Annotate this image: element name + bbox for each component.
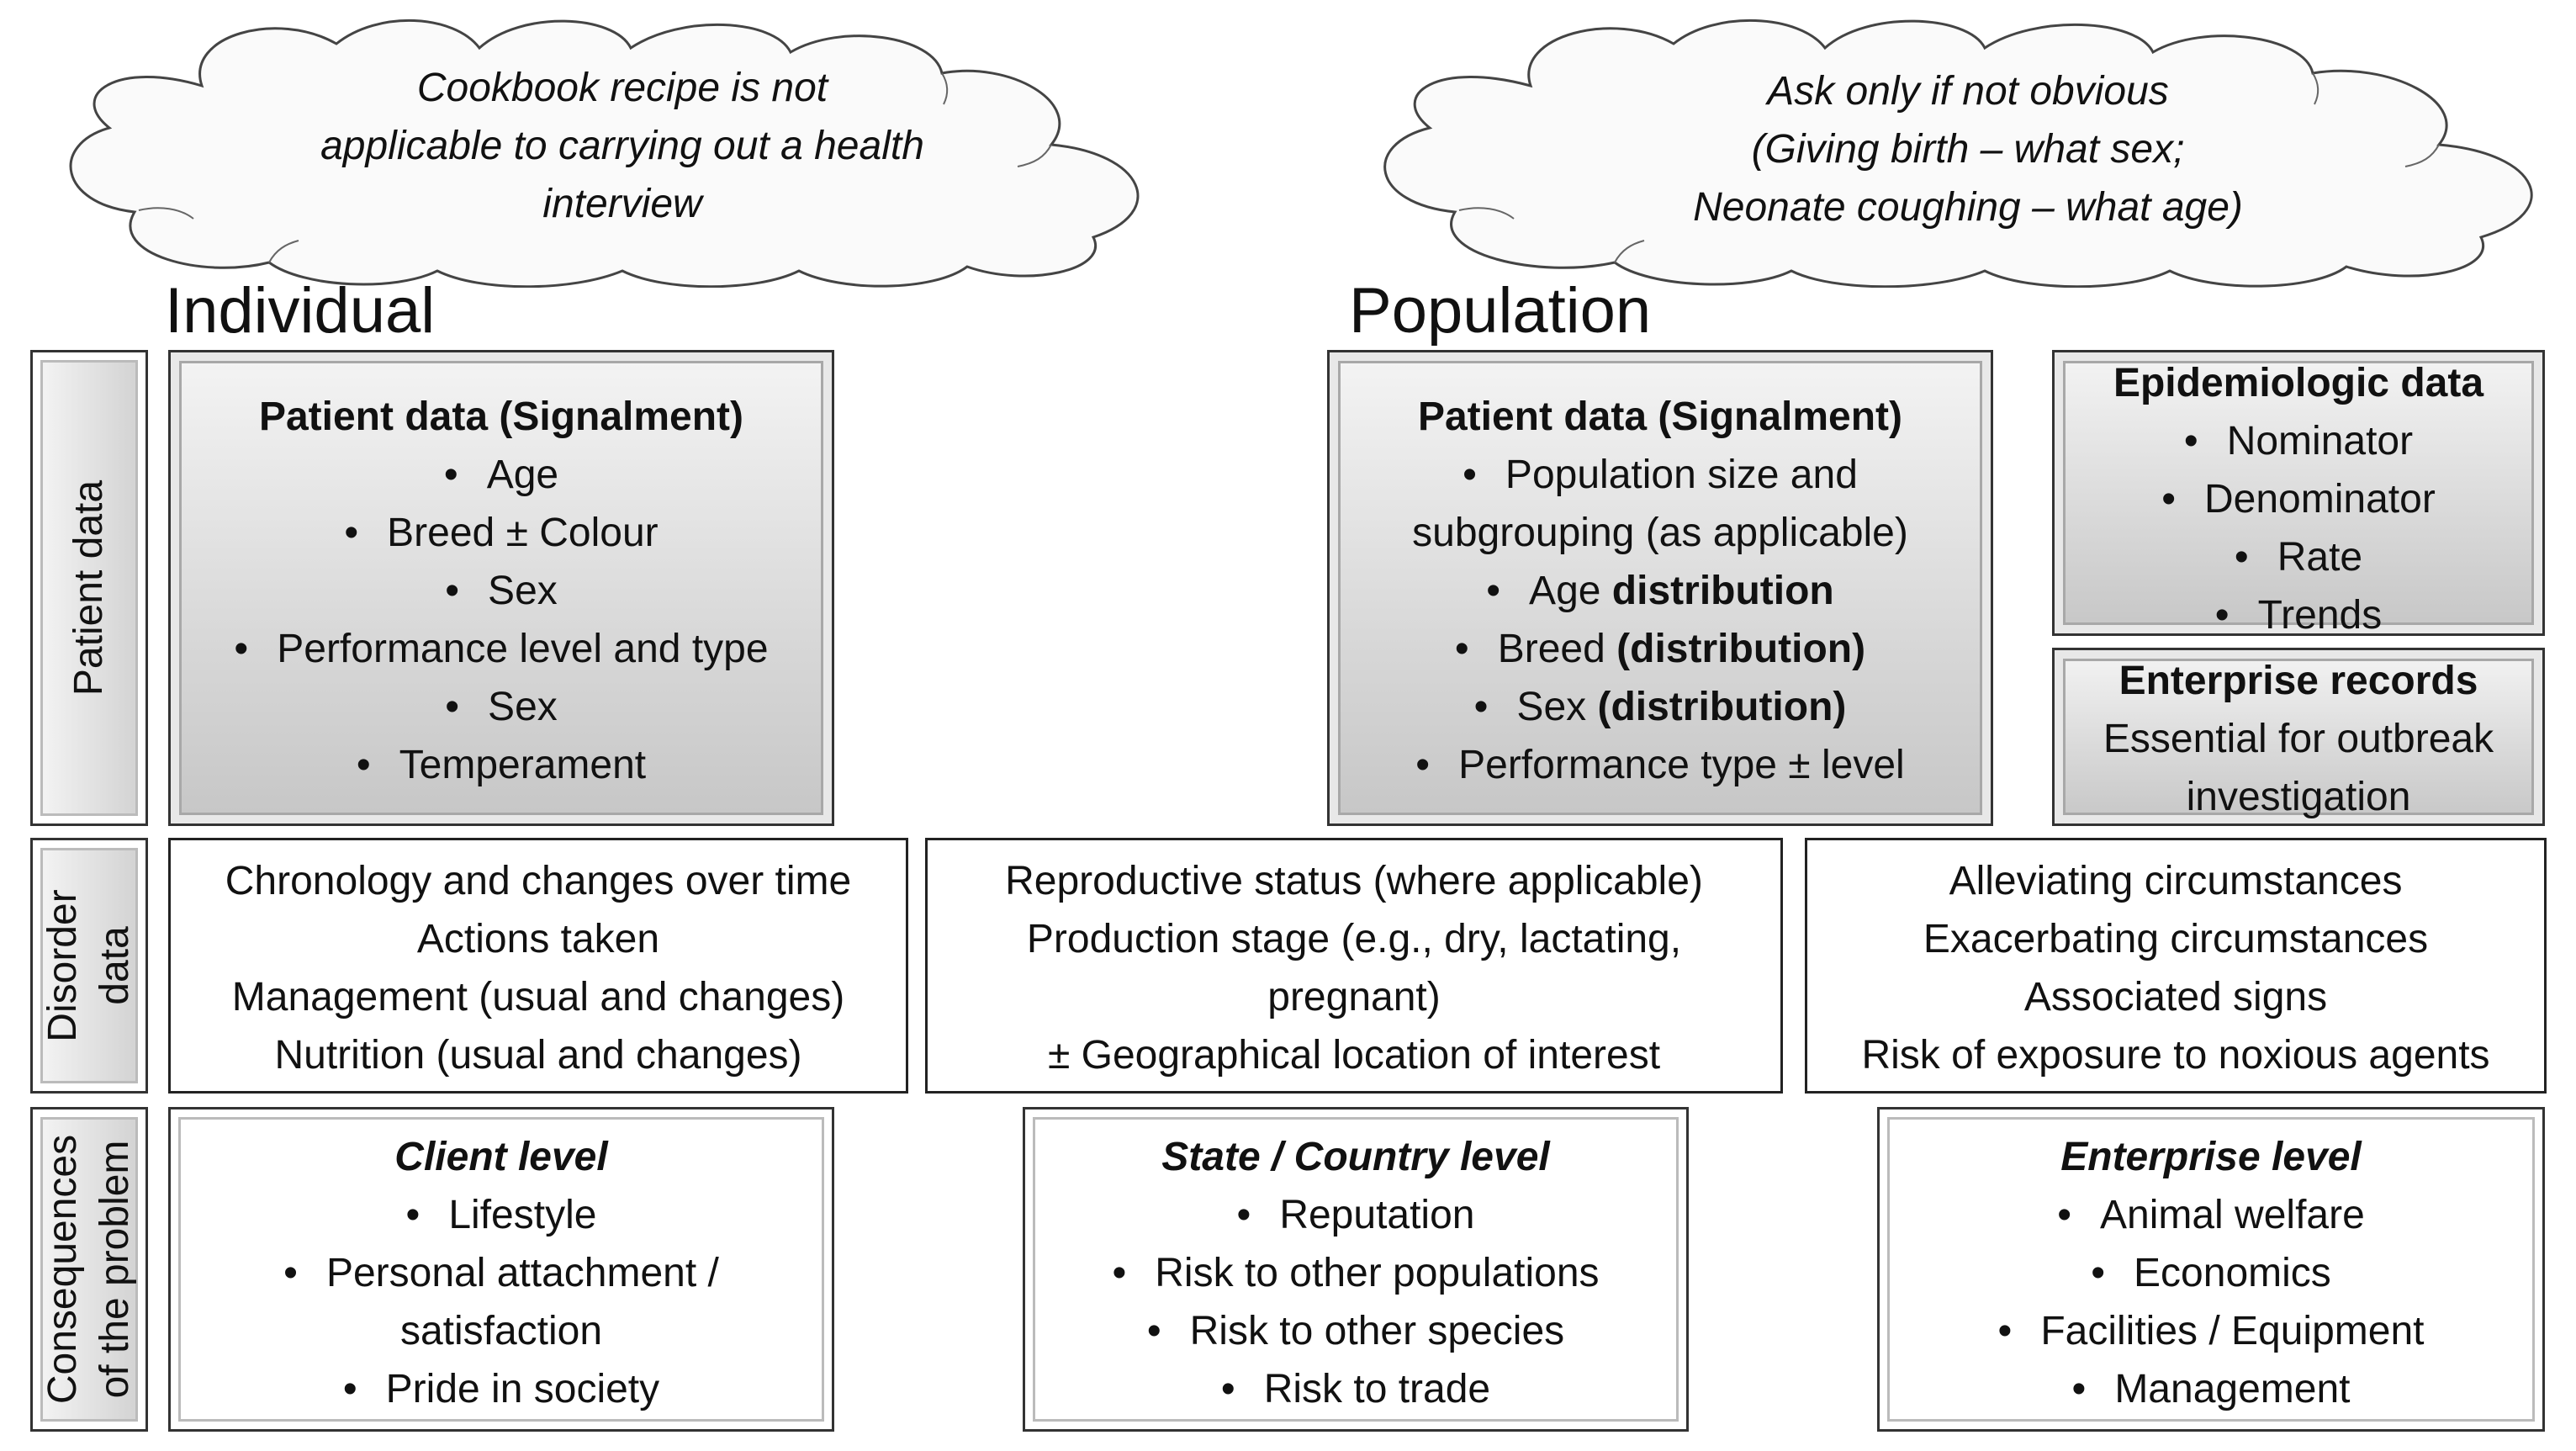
enterprise-level-title: Enterprise level [2060,1135,2362,1179]
list-item: • Breed (distribution) [1454,627,1866,671]
list-item: • Reputation [1236,1193,1475,1237]
cloud-left-line-2: applicable to carrying out a health [320,124,924,168]
list-item: • Population size and [1463,453,1858,497]
client-level-box [168,1107,834,1432]
disorder-left-line-1: Chronology and changes over time [225,859,852,903]
enterprise-records-line-2: investigation [2186,775,2411,819]
cloud-left-line-1: Cookbook recipe is not [416,66,828,110]
list-item: • Age [443,453,559,497]
list-item-continuation: subgrouping (as applicable) [1412,511,1908,555]
list-item: • Management [2071,1367,2351,1411]
list-item: • Risk to other species [1146,1309,1565,1353]
row-label-consequences-line-1: Consequences [40,1134,85,1405]
epidemiologic-data-box [2052,350,2545,636]
row-label-consequences [30,1107,148,1432]
list-item: • Sex [445,569,558,613]
list-item: • Nominator [2183,419,2414,463]
row-label-consequences-line-2: of the problem [93,1140,137,1399]
individual-patient-title: Patient data (Signalment) [258,395,744,439]
client-level-title: Client level [394,1135,608,1179]
population-patient-title: Patient data (Signalment) [1417,395,1903,439]
enterprise-records-title: Enterprise records [2118,659,2478,703]
disorder-right-line-2: Exacerbating circumstances [1923,917,2429,961]
enterprise-records-line-1: Essential for outbreak [2103,717,2494,761]
heading-individual: Individual [165,275,436,347]
list-item: • Sex [445,685,558,729]
row-label-disorder-line-1: Disorder [40,889,85,1042]
list-item: • Personal attachment / [283,1251,719,1295]
cloud-right-text [1480,62,2456,236]
disorder-middle-line-1: Reproductive status (where applicable) [1005,859,1703,903]
cloud-left-line-3: interview [542,182,702,226]
disorder-box-right [1805,838,2547,1094]
list-item: • Animal welfare [2057,1193,2365,1237]
list-item: • Pride in society [342,1367,660,1411]
state-country-level-title: State / Country level [1161,1135,1550,1179]
disorder-left-line-4: Nutrition (usual and changes) [274,1033,802,1078]
list-item: • Performance type ± level [1415,743,1905,787]
disorder-box-middle [925,838,1783,1094]
disorder-right-line-1: Alleviating circumstances [1949,859,2403,903]
individual-patient-data-box [168,350,834,826]
row-label-disorder-data [30,838,148,1094]
row-label-patient-data [30,350,148,826]
list-item: • Breed ± Colour [344,511,659,555]
population-patient-data-box [1327,350,1993,826]
disorder-middle-line-3: pregnant) [1267,975,1441,1019]
list-item: • Facilities / Equipment [1997,1309,2425,1353]
cloud-right-line-3: Neonate coughing – what age) [1693,185,2243,230]
disorder-middle-line-2: Production stage (e.g., dry, lactating, [1026,917,1682,961]
disorder-right-line-4: Risk of exposure to noxious agents [1861,1033,2490,1078]
list-item: • Risk to other populations [1112,1251,1600,1295]
row-label-patient-text: Patient data [66,479,111,696]
list-item-continuation: satisfaction [399,1309,603,1353]
row-label-disorder-line-2: data [93,926,137,1005]
list-item: • Denominator [2161,477,2436,522]
list-item: • Rate [2234,535,2363,580]
enterprise-level-box [1877,1107,2545,1432]
epidemiologic-title: Epidemiologic data [2113,361,2484,405]
disorder-box-left [168,838,908,1094]
disorder-left-line-3: Management (usual and changes) [231,975,845,1019]
list-item: • Age distribution [1486,569,1834,613]
disorder-right-line-3: Associated signs [2023,975,2328,1019]
list-item: • Lifestyle [405,1193,597,1237]
list-item: • Performance level and type [234,627,769,671]
list-item: • Economics [2091,1251,2331,1295]
cloud-right-line-2: (Giving birth – what sex; [1751,127,2185,172]
enterprise-records-box [2052,648,2545,826]
heading-population: Population [1349,275,1652,347]
list-item: • Trends [2214,593,2383,638]
cloud-right-line-1: Ask only if not obvious [1767,69,2169,114]
disorder-left-line-2: Actions taken [416,917,660,961]
cloud-left-text [168,59,1076,233]
state-country-level-box [1023,1107,1689,1432]
disorder-middle-line-4: ± Geographical location of interest [1047,1033,1661,1078]
list-item: • Temperament [356,743,647,787]
list-item: • Risk to trade [1220,1367,1491,1411]
list-item: • Sex (distribution) [1473,685,1847,729]
